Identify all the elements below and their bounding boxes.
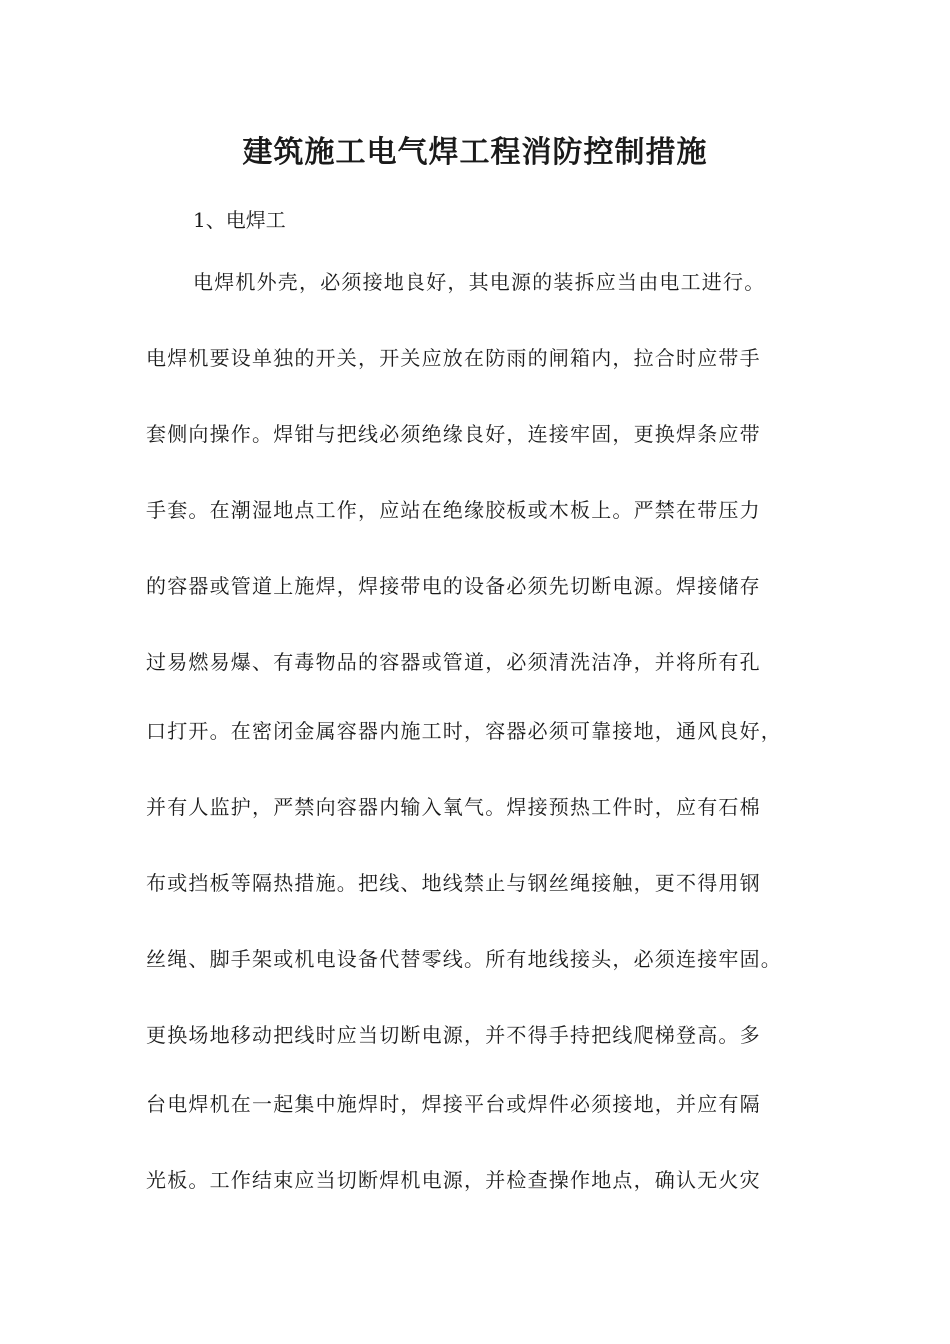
paragraph-line: 并有人监护，严禁向容器内输入氧气。焊接预热工件时，应有石棉 (146, 795, 761, 819)
paragraph-line: 台电焊机在一起集中施焊时，焊接平台或焊件必须接地，并应有隔 (146, 1092, 761, 1116)
paragraph-line: 手套。在潮湿地点工作，应站在绝缘胶板或木板上。严禁在带压力 (146, 498, 761, 522)
paragraph-line: 光板。工作结束应当切断焊机电源，并检查操作地点，确认无火灾 (146, 1168, 761, 1192)
document-title: 建筑施工电气焊工程消防控制措施 (242, 135, 708, 170)
paragraph-line: 电焊机外壳，必须接地良好，其电源的装拆应当由电工进行。 (193, 270, 766, 294)
paragraph-line: 的容器或管道上施焊，焊接带电的设备必须先切断电源。焊接储存 (146, 574, 761, 598)
paragraph-line: 口打开。在密闭金属容器内施工时，容器必须可靠接地，通风良好， (146, 719, 782, 743)
paragraph-line: 过易燃易爆、有毒物品的容器或管道，必须清洗洁净，并将所有孔 (146, 650, 761, 674)
paragraph-line: 丝绳、脚手架或机电设备代替零线。所有地线接头，必须连接牢固。 (146, 947, 782, 971)
paragraph-line: 套侧向操作。焊钳与把线必须绝缘良好，连接牢固，更换焊条应带 (146, 422, 761, 446)
section-heading: 1、电焊工 (193, 208, 286, 232)
paragraph-line: 布或挡板等隔热措施。把线、地线禁止与钢丝绳接触，更不得用钢 (146, 871, 761, 895)
paragraph-line: 更换场地移动把线时应当切断电源，并不得手持把线爬梯登高。多 (146, 1023, 761, 1047)
paragraph-line: 电焊机要设单独的开关，开关应放在防雨的闸箱内，拉合时应带手 (146, 346, 761, 370)
